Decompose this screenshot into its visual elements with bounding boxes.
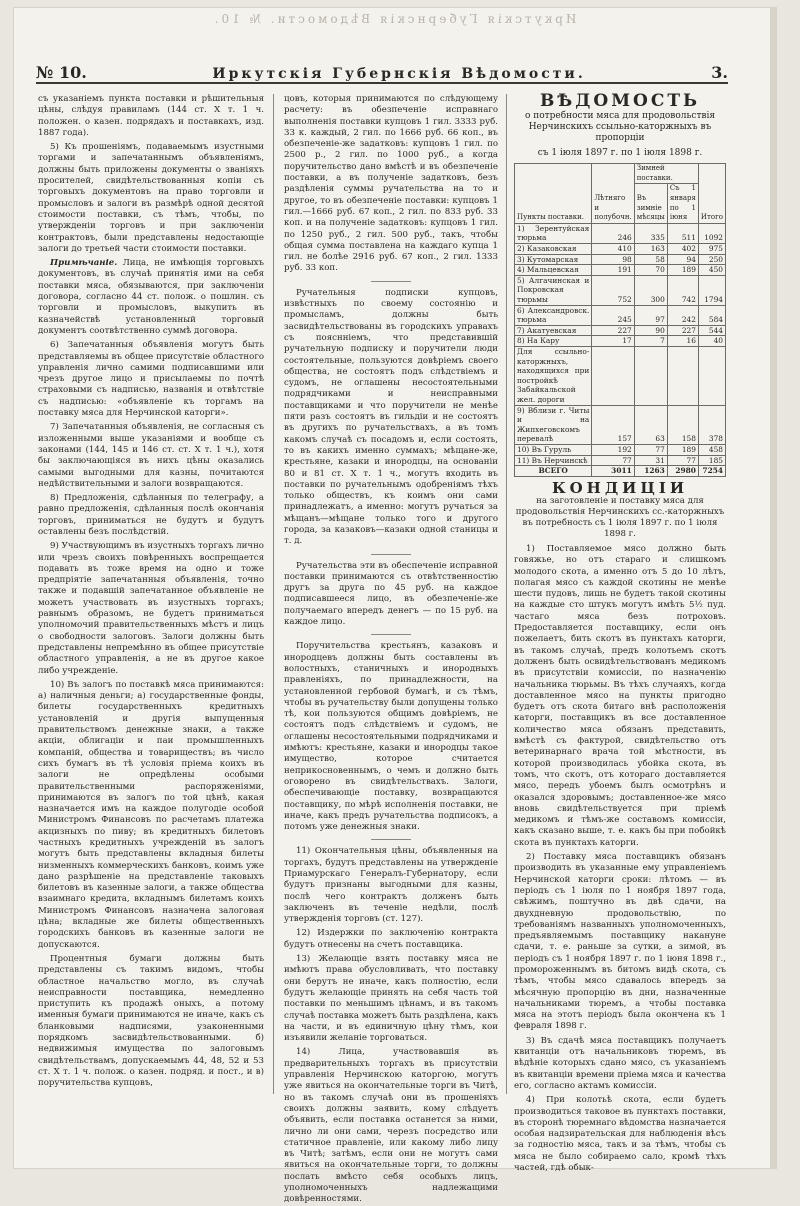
newspaper-title: Иркутскія Губернскія Вѣдомости. <box>212 66 586 82</box>
total-c: 2980 <box>667 466 698 477</box>
cell-jan-jun <box>667 346 698 405</box>
paragraph: 7) Запечатанныя объявленія, не согласныя съ изложенными выше указаніями и вообще съ законами (144, 145 и 146 ст. ст. X т. 1 ч.), хотя бы заключающіяся въ нихъ цѣны оказались самыми выгодными для казны, почитаются недѣйствительными и залоги возвращаются. <box>38 422 264 489</box>
table-row <box>515 265 726 276</box>
table-body <box>515 223 726 476</box>
cell-point: Для ссыльно-каторжныхъ, находящихся при постройкѣ Забайкальской жел. дороги <box>515 346 592 405</box>
vedomost-title: ВѢДОМОСТЬ <box>539 91 701 111</box>
section-divider <box>371 554 411 555</box>
cell-winter <box>634 346 667 405</box>
total-label: ВСЕГО <box>515 466 592 477</box>
cell-winter: 77 <box>634 444 667 455</box>
table-row <box>515 346 726 405</box>
cell-total: 1092 <box>698 223 725 243</box>
table-row <box>515 305 726 325</box>
meat-supply-table <box>514 163 726 476</box>
cell-winter: 58 <box>634 254 667 265</box>
paragraph: 9) Участвующимъ въ изустныхъ торгахъ лично или чрезъ своихъ повѣренныхъ воспрещается подавать въ тоже время на одно и тоже предпріятіе запечатанныя объявленія, точно также и подавшій запечатанное объявленіе не можетъ участвовать въ изустныхъ торгахъ; равнымъ образомъ, не будетъ приниматься уполномочий правительственныхъ мѣстъ и лицъ о свободности залоговъ. Залоги должны быть представлены непремѣнно въ общее присутствіе областного управленія, а не въ другое какое либо учрежденіе. <box>38 541 264 676</box>
paragraph: Поручительства крестьянъ, казаковъ и инородцевъ должны быть составлены въ волостныхъ, станичныхъ и инородныхъ правленіяхъ, по принадлежности, на установленной гербовой бумагѣ, и съ тѣмъ, чтобы въ ручательству были допущены только тѣ, кои пользуются общимъ довѣріемъ, не состоятъ подъ слѣдствіемъ и судомъ, не оглашены несостоятельными подрядчиками и имѣютъ: крестьяне, казаки и инородцы такое имущество, которое считается неприкосновеннымъ, о чемъ и должно быть оговорено въ свидѣтельствахъ. Залоги, обеспечивающіе поставку, возвращаются поставщику, по мѣрѣ исполненія поставки, не иначе, какъ предъ ручательства подписокъ, а потомъ уже денежныя знаки. <box>284 641 498 833</box>
table-row <box>515 405 726 444</box>
bleed-through-text: Иркутскія Губернскія Вѣдомости. № 10. <box>211 12 577 26</box>
page-edge <box>770 8 776 1168</box>
issue-number: № 10. <box>36 63 87 82</box>
cell-summer: 227 <box>592 325 634 336</box>
cell-winter: 300 <box>634 275 667 305</box>
cell-summer: 157 <box>592 405 634 444</box>
cell-summer: 246 <box>592 223 634 243</box>
cell-winter: 335 <box>634 223 667 243</box>
cell-point: 2) Казаковская <box>515 244 592 255</box>
cell-jan-jun: 189 <box>667 265 698 276</box>
paragraph: 8) Предложенія, сдѣланныя по телеграфу, а равно предложенія, сдѣланныя послѣ окончанія торговъ, приниматься не будутъ и будутъ оставлены безъ послѣдствій. <box>38 493 264 537</box>
cell-summer: 17 <box>592 336 634 347</box>
cell-point: 6) Александровск. тюрьма <box>515 305 592 325</box>
cell-total: 378 <box>698 405 725 444</box>
total-d: 7254 <box>698 466 725 477</box>
table-row <box>515 275 726 305</box>
page-header <box>36 58 728 84</box>
paragraph: 11) Окончательныя цѣны, объявленныя на торгахъ, будутъ представлены на утвержденіе Приамурскаго Генералъ-Губернатору, если будутъ признаны выгодными для казны, послѣ чего контрактъ долженъ быть заключенъ въ теченіе недѣли, послѣ утвержденія торговъ (ст. 127). <box>284 846 498 925</box>
paragraph: 14) Лица, участвовавшія въ предварительныхъ торгахъ въ присутствіи управленія Нерчинскою каторгою, могутъ уже явиться на окончательные торги въ Читѣ, но въ такомъ случаѣ они въ прошеніяхъ своихъ должны заявить, кому слѣдуетъ объявить, если поставка останется за ними, лично ли они сами, черезъ посредство или статичное правленіе, или какому либо лицу въ Читѣ; затѣмъ, если они не могутъ сами явиться на окончательные торги, то должны послать вмѣсто себя особыхъ лицъ, уполномоченныхъ надлежащими довѣренностями. <box>284 1047 498 1205</box>
cell-jan-jun: 158 <box>667 405 698 444</box>
paragraph: Процентныя бумаги должны быть представлены съ такимъ видомъ, чтобы областное начальство могло, въ случаѣ неисправности поставщика, немедленно приступить къ продажѣ оныхъ, а потому именныя бумаги принимаются не иначе, какъ съ бланковыми надписями, узаконенными порядкомъ засвидѣтельствованными. б) недвижимыя имущества по залоговымъ свидѣтельствамъ, допускаемымъ 44, 48, 52 и 53 ст. X т. 1 ч. полож. о казен. подряд. и пост., и в) поручительства купцовъ, <box>38 953 264 1089</box>
note-label: Примѣчаніе. <box>50 258 118 269</box>
note-text: Лица, не имѣющія торговыхъ документовъ, въ случаѣ принятія ими на себя поставки мяса, обязываются, при заключеніи договора, согласно 44 ст. полож. о пошлин. съ торговли и промысловъ, выкупить въ казначействѣ установленный торговый документъ соотвѣтственно суммѣ договора. <box>38 258 265 336</box>
paragraph: 4) При колотьѣ скота, если будетъ производиться таковое въ пунктахъ поставки, въ сторонѣ тюремнаго вѣдомства назначается особая надзирательская для наблюденія вѣсъ за годностію мяса, такъ и за тѣмъ, чтобы съ мяса не было собираемо сало, кромѣ тѣхъ частей, гдѣ обык- <box>514 1095 726 1174</box>
header-winter-group: Зимней поставки. <box>634 164 698 184</box>
header-summer: Лѣтняго и полубочн. <box>592 164 634 224</box>
table-row <box>515 244 726 255</box>
cell-total: 40 <box>698 336 725 347</box>
cell-summer <box>592 346 634 405</box>
cell-summer: 245 <box>592 305 634 325</box>
paragraph: 5) Къ прошеніямъ, подаваемымъ изустными торгами и запечатаннымъ объявленіямъ, должны быть приложены документы о званіяхъ просителей, свидѣтельствованныя копіи съ торговыхъ документовъ на право торговли и промысловъ и залоги въ размѣрѣ одной десятой стоимости поставки, съ тѣмъ, чтобы, по утвержденіи торговъ и при заключеніи контрактовъ, были представлены недостающіе залоги до третьей части стоимости поставки. <box>38 142 264 254</box>
cell-point: 5) Алгачинская и Покровская тюрьмы <box>515 275 592 305</box>
paragraph: съ указаніемъ пункта поставки и рѣшительныя цѣны, слѣдуя правиламъ (144 ст. X т. 1 ч. положен. о казен. подрядахъ и поставкахъ, изд. 1887 года). <box>38 94 264 138</box>
section-divider <box>371 839 411 840</box>
column-rule <box>506 94 507 1094</box>
cell-total: 185 <box>698 455 725 466</box>
table-row <box>515 254 726 265</box>
cell-jan-jun: 16 <box>667 336 698 347</box>
cell-total <box>698 346 725 405</box>
column-middle <box>284 94 498 1205</box>
conditions-title: КОНДИЦІИ <box>551 478 689 497</box>
column-right <box>514 91 726 1174</box>
cell-point: 3) Кутомарская <box>515 254 592 265</box>
table-row <box>515 336 726 347</box>
cell-point: 10) Въ Гуруль <box>515 444 592 455</box>
paragraph: 2) Поставку мяса поставщикъ обязанъ производить въ указанные ему управленіемъ Нерчинской каторги сроки: лѣтомъ — въ періодъ съ 1 іюля по 1 ноября 1897 года, свѣжимъ, поштучно въ двѣ сдачи, на двухдневную продовольствію, по требованіямъ названныхъ уполномоченныхъ, предъявляемымъ поставщику накануне сдачи, т. е. раньше за сутки, а зимой, въ періодъ съ 1 ноября 1897 г. по 1 іюня 1898 г., промороженнымъ въ битомъ видѣ скота, съ тѣмъ, чтобы мясо сдавалось впередъ за мѣсячную пропорцію въ дни, назначенные начальниками тюремъ, а чтобы поставка мяса на этотъ періодъ была окончена къ 1 февраля 1898 г. <box>514 852 726 1032</box>
cell-summer: 98 <box>592 254 634 265</box>
page-number: 3. <box>711 63 728 82</box>
header-winter: Въ зимніе мѣсяцы <box>634 184 667 223</box>
paragraph: Ручательныя подписки купцовъ, извѣстныхъ по своему состоянію и промысламъ, должны быть засвидѣтельствованы въ городскихъ управахъ съ пояснніемъ, что представившій ручательную подписку и поручители люди состоятельные, пользуются довѣріемъ своего общества, не состоятъ подъ слѣдствіемъ и судомъ, не оглашены несостоятельными подрядчиками и неисправными поставщиками и что поручители не менѣе пяти разъ состоятъ въ гильдіи и не состоятъ въ другихъ по ручательствахъ, а въ томъ какомъ случаѣ съ посадомъ и, если состоять, то въ какихъ именно суммахъ; мѣщане-же, крестьяне, казаки и инородцы, на основаніи 80 и 81 ст. X т. 1 ч., могутъ входить въ поставки по ручательнымъ одобреніямъ тѣхъ только обществъ, къ коимъ они сами принадлежатъ, а именно: могутъ ручаться за мѣщанъ—мѣщане только того и другого города, за казаковъ—казаки одной станицы и т. д. <box>284 287 498 547</box>
paragraph: 12) Издержки по заключенію контракта будутъ отнесены на счетъ поставщика. <box>284 928 498 950</box>
table-row <box>515 223 726 243</box>
cell-winter: 90 <box>634 325 667 336</box>
cell-winter: 7 <box>634 336 667 347</box>
cell-summer: 191 <box>592 265 634 276</box>
paragraph: 10) Въ залогъ по поставкѣ мяса принимаются: а) наличныя деньги; а) государственные фонды, билеты государственныхъ кредитныхъ установленій и другія выпущенныя правительствомъ денежные знаки, а также акціи, облигаціи и паи промышленныхъ компаній, общества и товариществъ; въ число сихъ бумагъ въ тѣ условія пріема коихъ въ залоги не опредѣлены особыми правительственными распоряженіями, принимаются въ залогъ по той цѣнѣ, какая назначается имъ на каждое полугодіе особой Министромъ Финансовъ по расчетамъ платежа акцизныхъ по пиву; въ кредитныхъ билетовъ частныхъ кредитныхъ учрежденій въ залогъ могутъ быть представлены вкладныя билеты низменныхъ коммерческихъ банковъ, коимъ уже дано разрѣшеніе на представленіе таковыхъ билетовъ въ казенные залоги, а также общества взаимнаго кредита, вкладнымъ билетамъ коихъ Министромъ Финансовъ назначена залоговая цѣна; вкладные же билеты общественныхъ городскихъ банковъ въ казенные залоги не допускаются. <box>38 679 264 950</box>
cell-point: 1) Зерентуйская тюрьма <box>515 223 592 243</box>
cell-point: 7) Акатуевская <box>515 325 592 336</box>
cell-point: 11) Въ Нерчинскѣ <box>515 455 592 466</box>
paragraph: цовъ, которыя принимаются по слѣдующему расчету: въ обезпеченіе исправнаго выполненія поставки купцовъ 1 гил. 3333 руб. 33 к. каждый, 2 гил. по 1666 руб. 66 коп., въ обезпеченіе-же задатковъ: купцовъ 1 гил. по 2500 р., 2 гил. по 1000 руб., а когда поручительство дано вмѣстѣ и въ обезпеченіе поставки, а въ полученіе задатковъ, безъ раздѣленія суммы ручательства на то и другое, то въ обезпеченіе поставки: купцовъ 1 гил.—1666 руб. 67 коп., 2 гил. по 833 руб. 33 коп. и на полученіе задатковъ: купцовъ 1 гил. по 1250 руб., 2 гил. 500 руб., такъ, чтобы общая сумма поставлена на каждаго купца 1 гил. не болѣе 2916 руб. 67 коп., 2 гил. 1333 руб. 33 коп. <box>284 94 498 274</box>
conditions-subtitle: на заготовленіе и поставку мяса для продовольствія Нерчинскихъ сс.-каторжныхъ въ потребность съ 1 іюля 1897 г. по 1 іюля 1898 г. <box>515 496 725 539</box>
cell-summer: 752 <box>592 275 634 305</box>
cell-winter: 163 <box>634 244 667 255</box>
cell-jan-jun: 77 <box>667 455 698 466</box>
note-paragraph <box>38 258 264 337</box>
cell-total: 544 <box>698 325 725 336</box>
column-left <box>38 94 264 1094</box>
paragraph: 1) Поставляемое мясо должно быть говяжье, но отъ стараго и слишкомъ молодого скота, а именно отъ 5 до 10 лѣтъ, полагая мясо съ каждой скотины не менѣе шести пудовъ, лишь не будетъ такой скотины на каждые сто штукъ могутъ имѣть 5½ пуд. частаго мяса безъ потроховъ. Предоставляется поставщику, если онъ пожелаетъ, бить скотъ въ пунктахъ каторги, въ такомъ случаѣ, предъ колотьемъ скотъ долженъ быть освидѣтельствованъ медикомъ въ присутствіи комиссіи, по назначенію начальника тюрьмы. Въ тѣхъ случаяхъ, когда доставленное мясо на пункты пригодно будетъ отъ скота битаго внѣ расположенія каторги, поставщикъ въ все доставленное количество мяса обязанъ представить, вмѣстѣ съ фактурой, свидѣтельство отъ ветеринарнаго врача той мѣстности, въ которой производилась убойка скота, въ томъ, что скотъ, отъ котораго доставляется мясо, передъ убоемъ былъ осмотрѣнъ и оказался здоровымъ; доставленное-же мясо вновь свидѣтельствуется при пріемѣ медикомъ и тѣмъ-же составомъ комиссіи, какъ сказано выше, т. е. какъ бы при побойкѣ скота въ пунктахъ каторги. <box>514 544 726 848</box>
vedomost-period: съ 1 іюля 1897 г. по 1 іюля 1898 г. <box>537 148 703 159</box>
cell-point: 8) На Кару <box>515 336 592 347</box>
cell-winter: 31 <box>634 455 667 466</box>
cell-total: 450 <box>698 265 725 276</box>
header-total: Итого <box>698 164 725 224</box>
header-points: Пункты поставки. <box>515 164 592 224</box>
paragraph: Ручательства эти въ обеспеченіе исправной поставки принимаются съ отвѣтственностію другъ за друга по 45 руб. на каждое подписавшееся лицо, въ обезпеченіе-же получаемаго впередъ денегъ — по 15 руб. на каждое лицо. <box>284 560 498 628</box>
section-divider <box>371 634 411 635</box>
header-jan-jun: Съ 1 января по 1 іюня <box>667 184 698 223</box>
total-a: 3011 <box>592 466 634 477</box>
paragraph: 3) Въ сдачѣ мяса поставщикъ получаетъ квитанціи отъ начальниковъ тюремъ, въ вѣдѣніе которыхъ сдано мясо, съ указаніемъ въ квитанціи времени пріема мяса и качества его, согласно актамъ комиссіи. <box>514 1035 726 1091</box>
cell-summer: 77 <box>592 455 634 466</box>
cell-jan-jun: 189 <box>667 444 698 455</box>
cell-jan-jun: 742 <box>667 275 698 305</box>
cell-point: 4) Мальцевская <box>515 265 592 276</box>
table-row <box>515 455 726 466</box>
cell-jan-jun: 511 <box>667 223 698 243</box>
paragraph: 6) Запечатанныя объявленія могутъ быть представляемы въ общее присутствіе областного управленія лично самими подписавшими или чрезъ другое лицо и присылаемы по почтѣ страховыми съ надписью, названія и отвѣтствіе съ надписью: «объявленіе къ торгамъ на поставку мяса для Нерчинской каторги». <box>38 340 264 419</box>
section-divider <box>371 281 411 282</box>
cell-winter: 63 <box>634 405 667 444</box>
cell-jan-jun: 94 <box>667 254 698 265</box>
cell-total: 250 <box>698 254 725 265</box>
cell-winter: 97 <box>634 305 667 325</box>
table-total-row <box>515 466 726 477</box>
column-rule <box>273 94 274 1094</box>
cell-jan-jun: 227 <box>667 325 698 336</box>
cell-total: 975 <box>698 244 725 255</box>
table-row <box>515 444 726 455</box>
paragraph: 13) Желающіе взять поставку мяса не имѣютъ права обусловливать, что поставку они берутъ не иначе, какъ полностію, если будутъ желающіе принять на себя часть той поставки по меньшимъ цѣнамъ, и въ такомъ случаѣ поставка можетъ быть раздѣлена, какъ на части, и въ единичную цѣну тѣмъ, кои изъявили желаніе торговаться. <box>284 954 498 1044</box>
cell-total: 458 <box>698 444 725 455</box>
table-row <box>515 325 726 336</box>
cell-total: 1794 <box>698 275 725 305</box>
cell-summer: 192 <box>592 444 634 455</box>
vedomost-subtitle: о потребности мяса для продовольствія Нерчинскихъ ссыльно-каторжныхъ въ пропорціи <box>524 111 716 144</box>
table-header-row <box>515 164 726 184</box>
total-b: 1263 <box>634 466 667 477</box>
cell-point: 9) Вблизи г. Читы и на Жипхеговскомъ перевалѣ <box>515 405 592 444</box>
cell-winter: 70 <box>634 265 667 276</box>
newspaper-page <box>14 8 776 1205</box>
cell-jan-jun: 242 <box>667 305 698 325</box>
cell-summer: 410 <box>592 244 634 255</box>
cell-jan-jun: 402 <box>667 244 698 255</box>
cell-total: 584 <box>698 305 725 325</box>
